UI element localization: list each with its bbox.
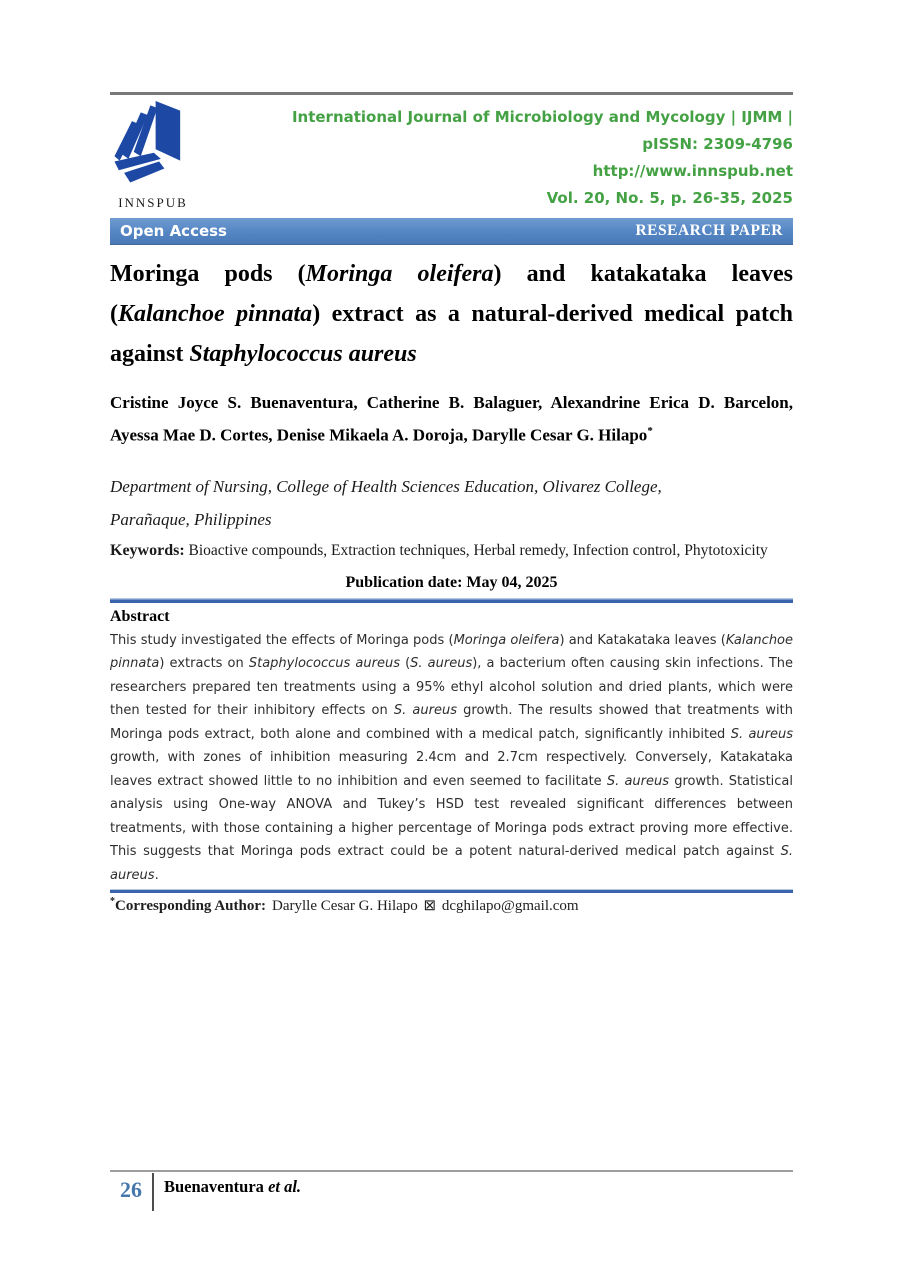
corr-label: Corresponding Author: <box>115 898 266 915</box>
corr-marker: * <box>110 896 115 908</box>
envelope-icon: ⊠ <box>423 898 437 915</box>
page-content <box>110 0 793 915</box>
keywords-line <box>110 542 793 560</box>
abstract-heading: Abstract <box>110 607 170 625</box>
keywords-text: Bioactive compounds, Extraction techniques, Herbal remedy, Infection control, Phytotoxicity <box>188 541 768 559</box>
publisher-name: INNSPUB <box>118 195 188 210</box>
correspondence-line <box>110 896 793 915</box>
page-footer <box>110 1170 793 1211</box>
research-paper-label: RESEARCH PAPER <box>635 222 783 239</box>
footer-row <box>110 1173 793 1211</box>
author-list <box>110 388 793 450</box>
corr-author-name: Darylle Cesar G. Hilapo <box>272 898 418 915</box>
access-bar <box>110 218 793 245</box>
footer-rule <box>110 1170 793 1172</box>
top-rule <box>110 92 793 95</box>
corr-email[interactable]: dcghilapo@gmail.com <box>441 898 579 915</box>
running-head-etal: et al. <box>268 1177 302 1196</box>
corresponding-author-marker: * <box>647 425 653 437</box>
journal-issn: pISSN: 2309-4796 <box>642 135 793 153</box>
running-head <box>154 1173 301 1197</box>
publication-date: Publication date: May 04, 2025 <box>345 573 558 591</box>
running-head-name: Buenaventura <box>164 1177 264 1196</box>
open-access-label: Open Access <box>120 222 227 240</box>
affiliation-line-2: Parañaque, Philippines <box>110 509 272 529</box>
abstract-rule-bottom <box>110 889 793 893</box>
journal-title: International Journal of Microbiology and Mycology | IJMM | <box>291 108 793 126</box>
abstract-rule-top <box>110 598 793 603</box>
journal-meta <box>220 104 793 212</box>
innspub-logo-icon <box>110 101 196 193</box>
journal-volume: Vol. 20, No. 5, p. 26-35, 2025 <box>546 189 793 207</box>
article-title: Moringa pods (Moringa oleifera) and katakataka leaves (Kalanchoe pinnata) extract as a natural-derived medical patch against Staphylococcus aureus <box>110 261 793 367</box>
page-number: 26 <box>120 1177 142 1202</box>
author-names: Cristine Joyce S. Buenaventura, Catherine B. Balaguer, Alexandrine Erica D. Barcelon, Ayessa Mae D. Cortes, Denise Mikaela A. Doroja, Darylle Cesar G. Hilapo <box>110 393 793 445</box>
journal-website-link[interactable]: http://www.innspub.net <box>592 162 793 180</box>
publisher-logo <box>110 101 220 211</box>
abstract-text: This study investigated the effects of Moringa pods (Moringa oleifera) and Katakataka leaves (Kalanchoe pinnata) extracts on Staphylococcus aureus (S. aureus), a bacterium often causing skin infections. The researchers prepared ten treatments using a 95% ethyl alcohol solution and dried plants, which were then tested for their inhibitory effects on S. aureus growth. The results showed that treatments with Moringa pods extract, both alone and combined with a medical patch, significantly inhibited S. aureus growth, with zones of inhibition measuring 2.4cm and 2.7cm respectively. Conversely, Katakataka leaves extract showed little to no inhibition and even seemed to facilitate S. aureus growth. Statistical analysis using One-way ANOVA and Tukey’s HSD test revealed significant differences between treatments, with those containing a higher percentage of Moringa pods extract proving more effective. This suggests that Moringa pods extract could be a potent natural-derived medical patch against S. aureus. <box>110 632 794 883</box>
keywords-label: Keywords: <box>110 541 185 559</box>
journal-header <box>110 101 793 212</box>
affiliation <box>110 470 793 536</box>
affiliation-line-1: Department of Nursing, College of Health Sciences Education, Olivarez College, <box>110 476 662 496</box>
